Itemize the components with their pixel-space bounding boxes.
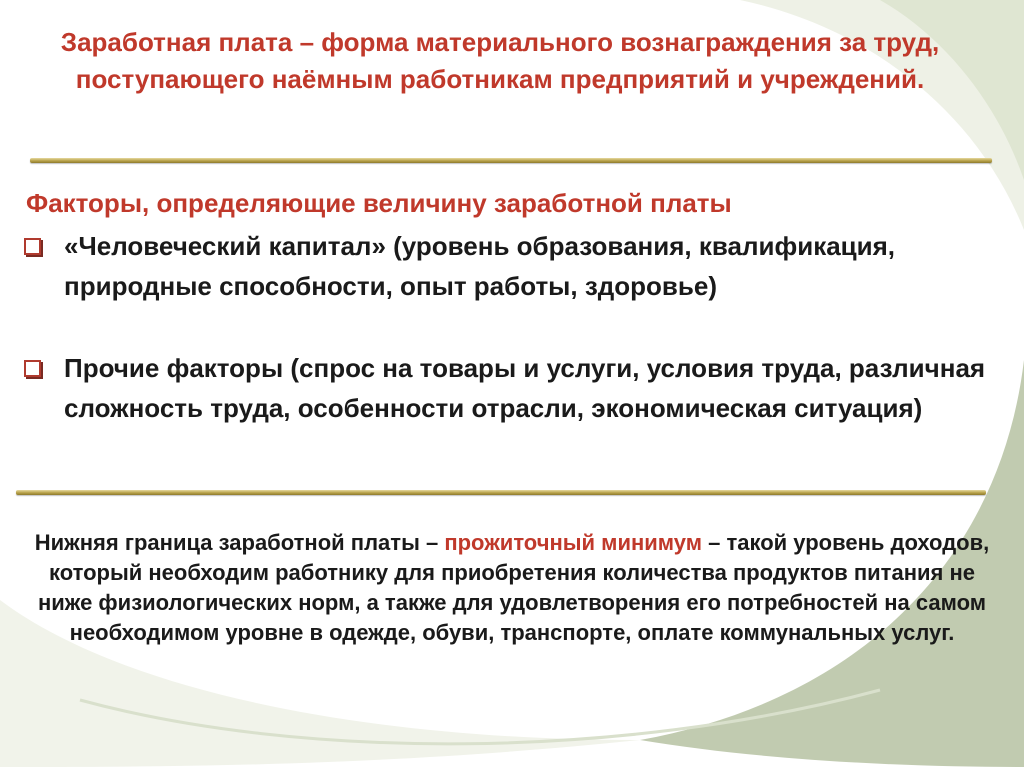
checkbox-bullet-icon bbox=[24, 360, 41, 377]
divider-top bbox=[30, 158, 992, 163]
minimum-highlight: прожиточный минимум bbox=[444, 530, 703, 555]
minimum-lead: Нижняя граница заработной платы – bbox=[34, 530, 445, 555]
factor-item-text: «Человеческий капитал» (уровень образования, квалификация, природные способности, опыт работы, здоровье) bbox=[64, 231, 896, 301]
checkbox-bullet-icon bbox=[24, 238, 41, 255]
factors-heading: Факторы, определяющие величину заработной платы bbox=[26, 188, 732, 218]
factor-item-text: Прочие факторы (спрос на товары и услуги, условия труда, различная сложность труда, особенности отрасли, экономическая ситуация) bbox=[64, 353, 986, 423]
page-title: Заработная плата – форма материального вознаграждения за труд, поступающего наёмным работникам предприятий и учреждений. bbox=[60, 27, 940, 94]
factor-item-human-capital bbox=[24, 226, 1014, 306]
factor-item-other-factors bbox=[24, 348, 1014, 428]
minimum-wage-paragraph bbox=[24, 528, 1000, 648]
divider-bottom bbox=[16, 490, 986, 495]
minimum-rest: – такой уровень доходов, который необходим работнику для приобретения количества продуктов питания не ниже физиологических норм, а также для удовлетворения его потребностей на самом необходимом уровне в одежде, обуви, транспорте, оплате коммунальных услуг. bbox=[37, 530, 990, 645]
